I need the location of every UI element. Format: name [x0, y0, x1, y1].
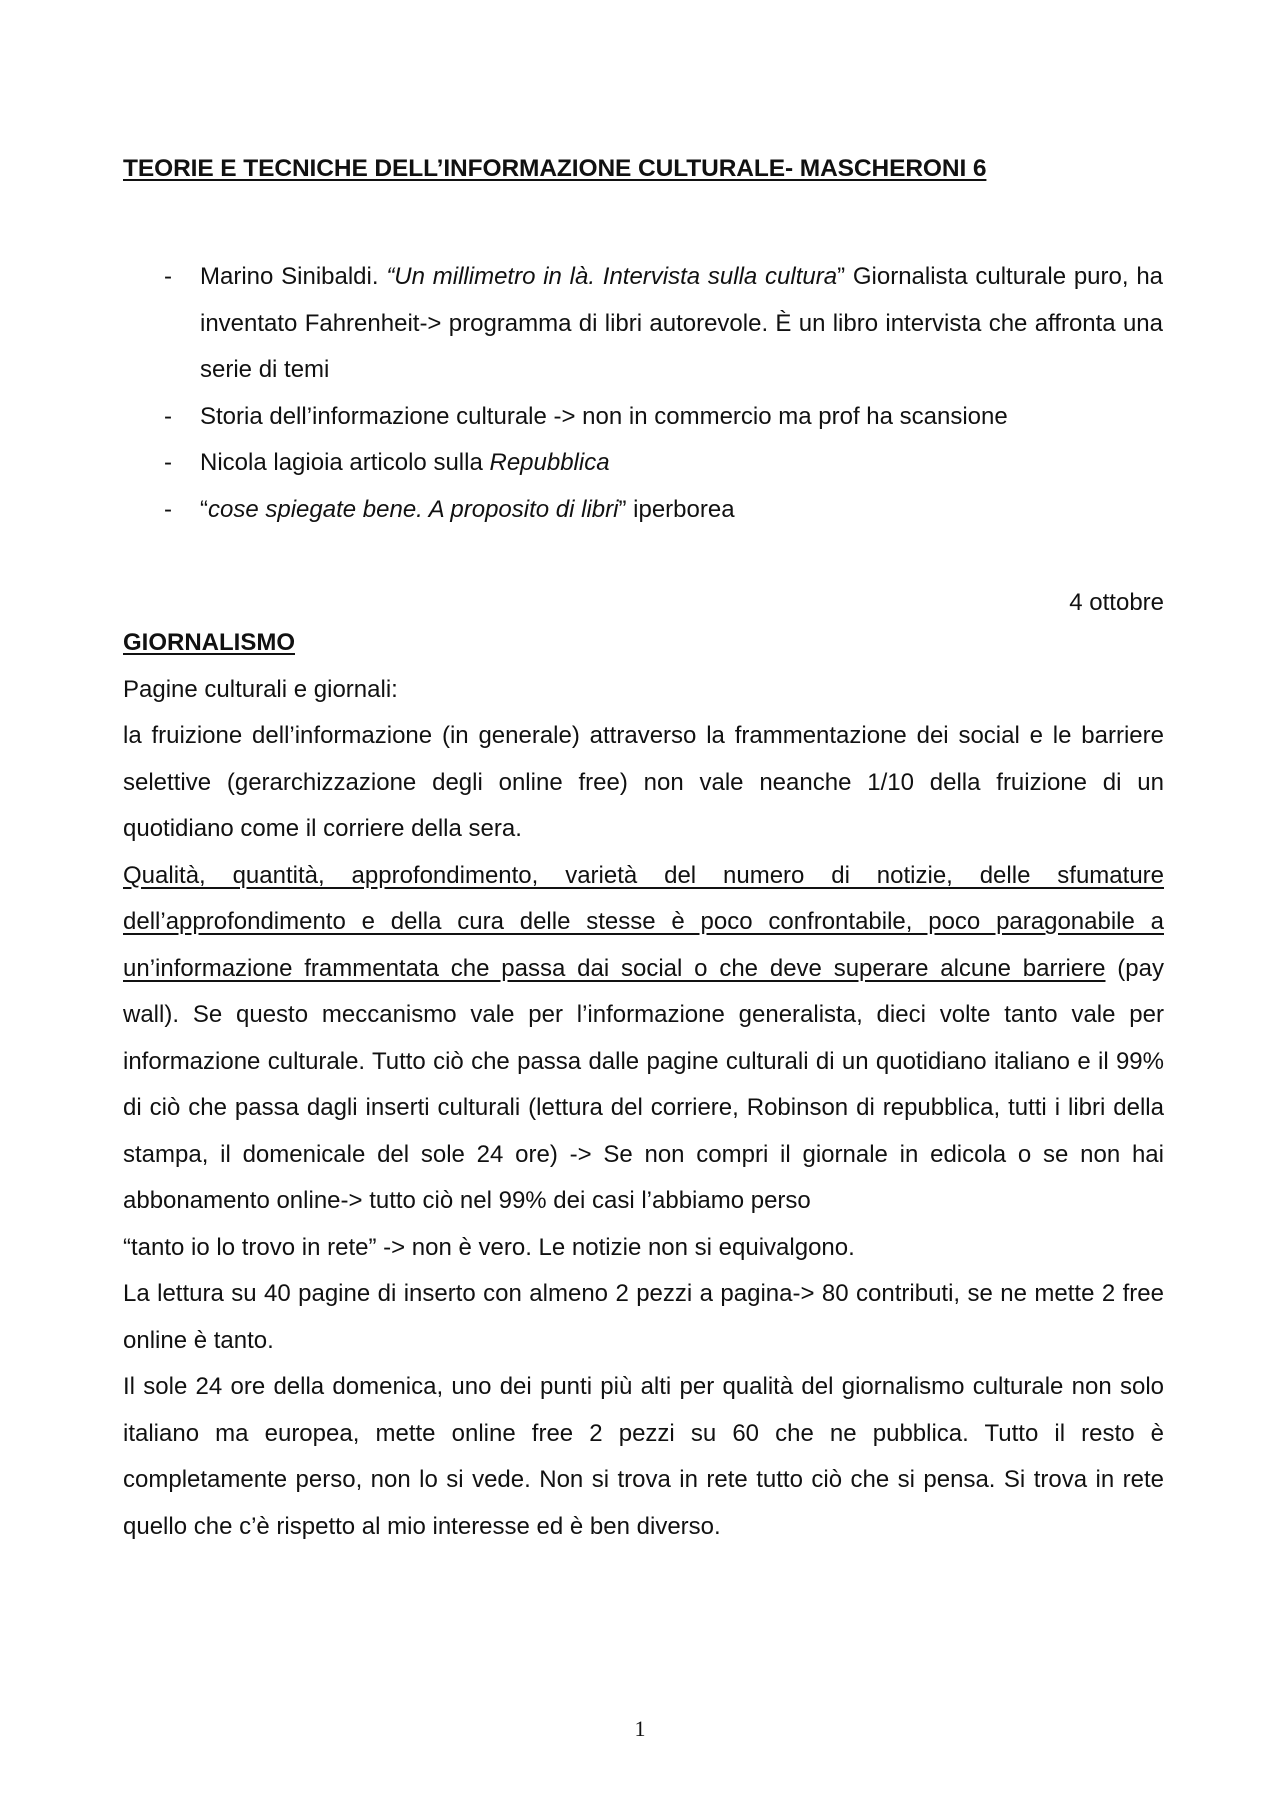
reference-text: Storia dell’informazione culturale -> non in commercio ma prof ha scansione [200, 402, 1008, 430]
reference-newspaper-title: Repubblica [489, 449, 610, 476]
bullet-dash: - [164, 263, 172, 290]
paragraph-lettura: La lettura su 40 pagine di inserto con almeno 2 pezzi a pagina-> 80 contributi, se ne mette 2 free online è tanto. [123, 1280, 1164, 1354]
underlined-text: Qualità, quantità, approfondimento, varietà del numero di notizie, delle sfumature dell’approfondimento e della cura delle stesse è poco confrontabile, poco paragonabile a un’informazione frammentata che passa dai social o che deve superare alcune barriere [123, 861, 1164, 982]
bullet-dash: - [164, 402, 172, 430]
reference-item-sinibaldi [123, 254, 1163, 394]
reference-list [123, 254, 1163, 533]
reference-book-title: cose spiegate bene. A proposito di libri [208, 495, 619, 523]
reference-text: “ [200, 495, 208, 523]
paragraph-text: (pay wall). Se questo meccanismo vale per l’informazione generalista, dieci volte tanto vale per informazione culturale. Tutto ciò che passa dalle pagine culturali di un quotidiano italiano e il 99% di ciò che passa dagli inserti culturali (lettura del corriere, Robinson di repubblica, tutti i libri della stampa, il domenicale del sole 24 ore) -> Se non compri il giornale in edicola o se non hai abbonamento online-> tutto ciò nel 99% dei casi l’abbiamo perso [123, 954, 1164, 1214]
paragraph-qualita [123, 853, 1164, 1225]
reference-book-title: “Un millimetro in là. Intervista sulla cultura [386, 263, 838, 290]
reference-item-cose-spiegate-bene [123, 487, 1163, 534]
reference-item-lagioia [123, 440, 1163, 487]
reference-text: ” Giornalista culturale puro, ha inventato Fahrenheit-> programma di libri autorevole. È un libro intervista che affronta una serie di temi [200, 263, 1164, 383]
paragraph-rete: “tanto io lo trovo in rete” -> non è vero. Le notizie non si equivalgono. [123, 1233, 855, 1261]
section-heading: GIORNALISMO [123, 629, 295, 656]
paragraph-fruizione: la fruizione dell’informazione (in generale) attraverso la frammentazione dei social e le barriere selettive (gerarchizzazione degli online free) non vale neanche 1/10 della fruizione di un quotidiano come il corriere della sera. [123, 722, 1164, 842]
body-text [123, 620, 1164, 1550]
reference-text: Nicola lagioia articolo sulla [200, 449, 490, 476]
bullet-dash: - [164, 495, 172, 523]
reference-text: ” iperborea [618, 495, 735, 523]
document-title: TEORIE E TECNICHE DELL’INFORMAZIONE CULTURALE- MASCHERONI 6 [123, 155, 987, 182]
paragraph-sole24ore: Il sole 24 ore della domenica, uno dei punti più alti per qualità del giornalismo culturale non solo italiano ma europea, mette online free 2 pezzi su 60 che ne pubblica. Tutto il resto è completamente perso, non lo si vede. Non si trova in rete tutto ciò che si pensa. Si trova in rete quello che c’è rispetto al mio interesse ed è ben diverso. [123, 1373, 1164, 1540]
paragraph-intro: Pagine culturali e giornali: [123, 675, 398, 703]
lecture-date: 4 ottobre [1069, 589, 1164, 616]
page-number: 1 [634, 1716, 646, 1741]
bullet-dash: - [164, 449, 172, 476]
reference-text: Marino Sinibaldi. [200, 263, 387, 290]
reference-item-storia [123, 394, 1163, 441]
